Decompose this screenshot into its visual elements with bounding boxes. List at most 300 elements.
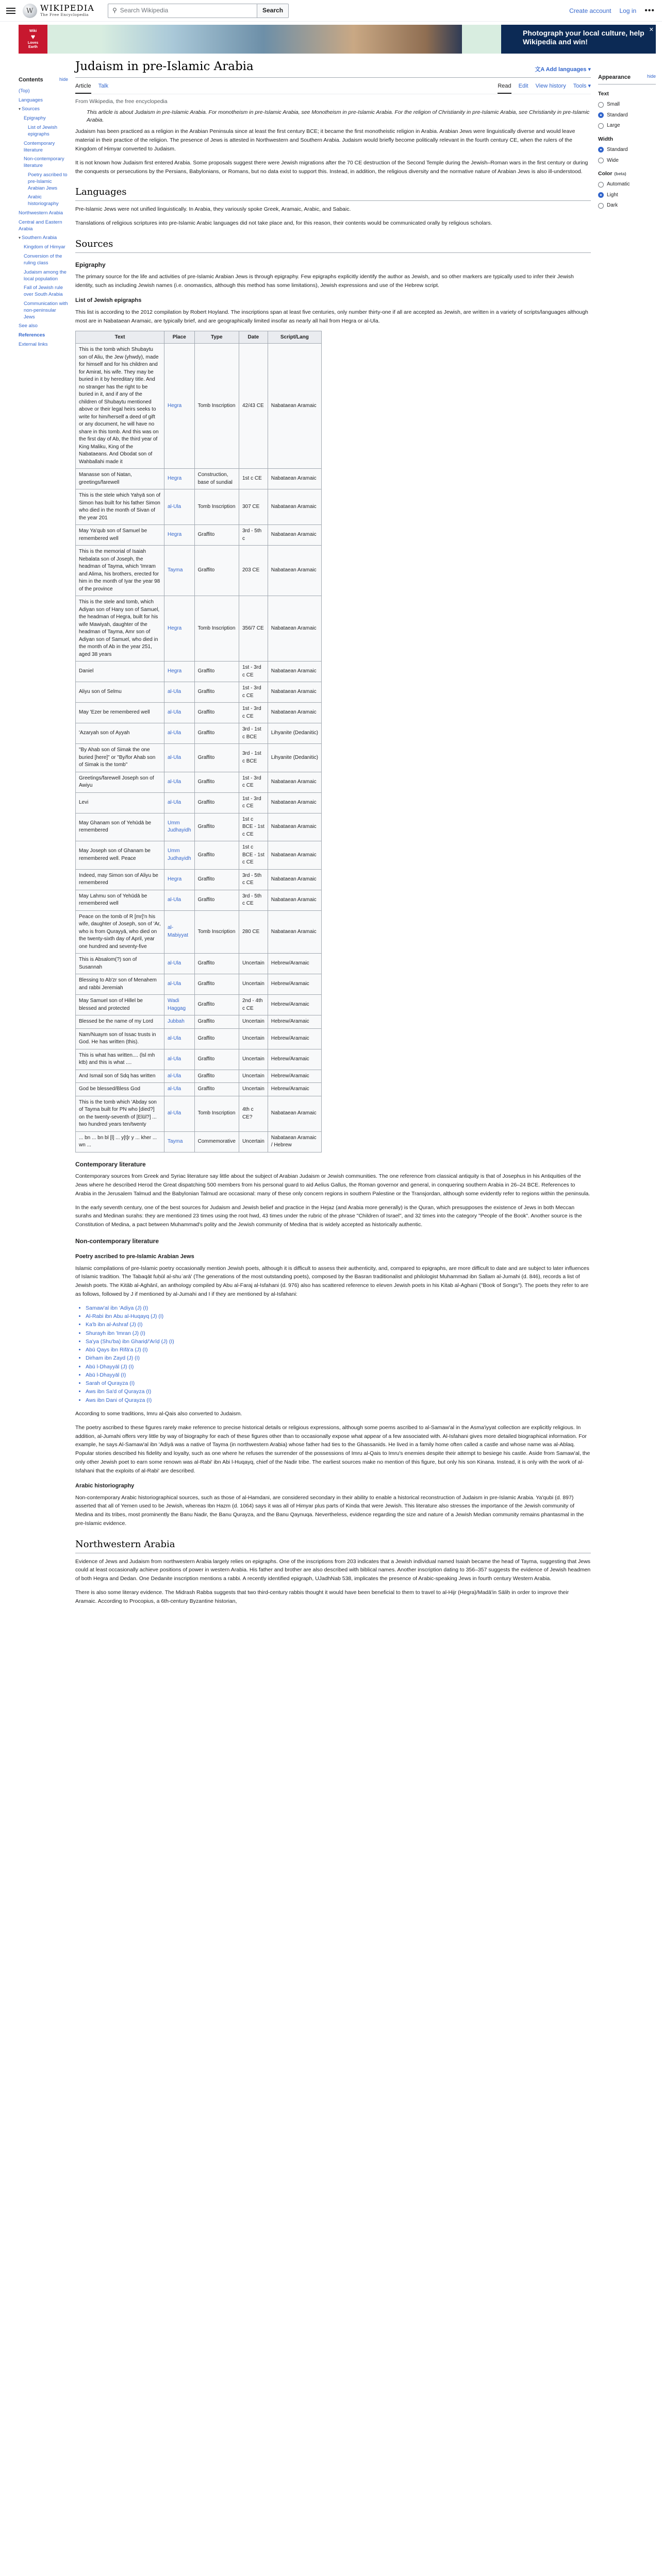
cell-date: 1st - 3rd c CE bbox=[239, 703, 268, 723]
cell-place[interactable]: Hegra bbox=[164, 662, 195, 682]
banner-photo bbox=[101, 25, 462, 54]
text-size-option-label: Standard bbox=[607, 112, 628, 118]
cell-script: Hebrew/Aramaic bbox=[268, 1070, 321, 1083]
cell-text: "By Ahab son of Simak the one buried [here]" or "By/for Ahab son of Simak is the tomb" bbox=[76, 744, 164, 772]
poetry-heading: Poetry ascribed to pre-Islamic Arabian Jews bbox=[75, 1253, 194, 1260]
list-item[interactable]: • Al-Rabi ibn Abu al-Huqayq (J) (I) bbox=[86, 1312, 591, 1320]
table-of-contents bbox=[19, 54, 68, 1611]
list-item[interactable]: • Ka'b ibn al-Ashraf (J) (I) bbox=[86, 1320, 591, 1329]
toc-item-label: Poetry ascribed to pre-Islamic Arabian Jews bbox=[28, 172, 68, 191]
list-item[interactable]: • Sa'ya (Shu'ba) ibn Ghariḍ/'Arīḍ (J) (I) bbox=[86, 1337, 591, 1346]
chevron-down-icon[interactable]: ▾ bbox=[19, 107, 21, 112]
cell-date: Uncertain bbox=[239, 954, 268, 974]
cell-place[interactable]: al-Ula bbox=[164, 1070, 195, 1083]
cell-script: Nabataean Aramaic bbox=[268, 546, 321, 596]
cell-place[interactable]: Tayma bbox=[164, 1131, 195, 1152]
table-row bbox=[76, 841, 322, 870]
toc-item[interactable] bbox=[19, 210, 68, 217]
radio-button-icon[interactable] bbox=[598, 147, 604, 152]
cell-place[interactable]: Jubbah bbox=[164, 1015, 195, 1029]
toc-item-label: (Top) bbox=[19, 88, 30, 94]
radio-button-icon[interactable] bbox=[598, 102, 604, 108]
radio-button-icon[interactable] bbox=[598, 123, 604, 129]
toc-item-label: Central and Eastern Arabia bbox=[19, 219, 62, 232]
cell-script: Nabataean Aramaic bbox=[268, 469, 321, 489]
cell-script: Hebrew/Aramaic bbox=[268, 995, 321, 1015]
text-size-option[interactable] bbox=[598, 122, 656, 130]
cell-place[interactable]: al-Ula bbox=[164, 792, 195, 813]
width-option[interactable] bbox=[598, 146, 656, 154]
toc-item-label: Communication with non-peninsular Jews bbox=[24, 300, 68, 320]
cell-place[interactable]: al-Ula bbox=[164, 703, 195, 723]
heart-icon: ♥ bbox=[30, 32, 36, 41]
chevron-down-icon[interactable]: ▾ bbox=[19, 235, 21, 241]
cell-type: Tomb Inscription bbox=[194, 1096, 239, 1131]
cell-place[interactable]: Hegra bbox=[164, 869, 195, 890]
northwestern-arabia-heading: Northwestern Arabia bbox=[75, 1537, 591, 1553]
create-account-link[interactable]: Create account bbox=[569, 7, 611, 14]
cell-text: Nam/Nuaym son of Issac trusts in God. He has written (this). bbox=[76, 1028, 164, 1049]
cell-type: Graffito bbox=[194, 995, 239, 1015]
jewish-epigraphs-table bbox=[75, 331, 322, 1153]
cell-text: May Ghanam son of Yehūdā be remembered bbox=[76, 813, 164, 841]
contemporary-paragraph-2: In the early seventh century, one of the best sources for Judaism and Jewish belief and practice in the Hejaz (and Arabia more generally) is the Quran, which presupposes the existence of Jews in both Meccan surahs and Medinan surahs: they are mentioned 23 times using the root hwd, 43 times under the rubric of the phrase "Children of Israel", and 32 times into the category "People of the Book". Another source is the Constitution of Medina, a pact between Muhammad's polity and the Jewish community of Medina that is widely accepted as historically authentic. bbox=[75, 1204, 582, 1228]
cell-text: This is the tomb which 'Abday son of Tayma built for PN who [died?] on the twenty-seventh of [Elūl?] ... two hundred years ten/twenty bbox=[76, 1096, 164, 1131]
list-item[interactable]: • Abū l-Dhayyāl (J) (I) bbox=[86, 1363, 591, 1371]
width-option[interactable] bbox=[598, 157, 656, 165]
toc-hide-button[interactable]: hide bbox=[59, 77, 68, 82]
width-options bbox=[598, 146, 656, 164]
list-item[interactable]: • Abū Qays ibn Rifā'a (J) (I) bbox=[86, 1346, 591, 1354]
cell-script: Nabataean Aramaic bbox=[268, 682, 321, 703]
banner-text: Photograph your local culture, help Wikipedia and win! bbox=[523, 29, 644, 46]
width-label: Width bbox=[598, 135, 614, 142]
toc-item[interactable] bbox=[19, 88, 68, 95]
cell-type: Graffito bbox=[194, 744, 239, 772]
cell-date: 1st - 3rd c CE bbox=[239, 682, 268, 703]
table-row bbox=[76, 813, 322, 841]
toc-title: Contents bbox=[19, 77, 43, 83]
text-size-option[interactable] bbox=[598, 100, 656, 109]
cell-script: Nabataean Aramaic / Hebrew bbox=[268, 1131, 321, 1152]
cell-date: 3rd - 5th c bbox=[239, 525, 268, 546]
cell-type: Graffito bbox=[194, 723, 239, 744]
cell-place[interactable]: Umm Judhayidh bbox=[164, 813, 195, 841]
wiki-loves-earth-badge bbox=[19, 25, 47, 54]
cell-text: May 'Ezer be remembered well bbox=[76, 703, 164, 723]
toc-item[interactable] bbox=[19, 342, 68, 348]
cell-type: Tomb Inscription bbox=[194, 489, 239, 525]
northwestern-paragraph-1: Evidence of Jews and Judaism from northwestern Arabia largely relies on epigraphs. One of the inscriptions from 203 indicates that a Jewish individual named Isaiah became the head of Tayma, suggesting that Jews could at least occasionally achieve positions of power in western Arabia. His father and brother are also described with biblical names. Another inscription dating to 356–357 suggests the evidence of Jewish headmen of both Hegra and Dedan. One Dedanite inscription mentions a rabbi. A recently identified epigraph, UJadhNab 538, implicates the presence of Arabic-speaking Jews in fourth century Western Arabia. bbox=[75, 1558, 591, 1582]
cell-date: 280 CE bbox=[239, 910, 268, 954]
cell-type: Graffito bbox=[194, 703, 239, 723]
table-row bbox=[76, 662, 322, 682]
table-row bbox=[76, 682, 322, 703]
cell-place[interactable]: al-Ula bbox=[164, 974, 195, 995]
toc-item[interactable] bbox=[19, 115, 68, 122]
cell-script: Hebrew/Aramaic bbox=[268, 1083, 321, 1096]
list-item[interactable]: • Aws ibn Sa'd of Qurayza (I) bbox=[86, 1387, 591, 1396]
column-header-script[interactable]: Script/Lang bbox=[268, 331, 321, 344]
cell-script: Nabataean Aramaic bbox=[268, 813, 321, 841]
epigraphy-paragraph: The primary source for the life and activities of pre-Islamic Arabian Jews is through epigraphy. Few epigraphs explicitly identify the author as Jewish, and so other markers are typically used to infer their Jewish identity, such as including Jewish names (i.e. onomastics, although this method has some limitations), Jewish expressions and use of the Hebrew script. bbox=[75, 274, 574, 289]
cell-text: This is the memorial of Isaiah Nebalata son of Joseph, the headman of Tayma, which 'Imram and Alima, his brothers, erected for him in the month of Iyar the year 98 of the province bbox=[76, 546, 164, 596]
color-option[interactable] bbox=[598, 191, 656, 199]
cell-place[interactable]: al-Ula bbox=[164, 1096, 195, 1131]
cell-script: Nabataean Aramaic bbox=[268, 525, 321, 546]
list-item[interactable]: • Samaw'al ibn 'Adiya (J) (I) bbox=[86, 1304, 591, 1312]
cell-type: Graffito bbox=[194, 890, 239, 910]
cell-type: Commemorative bbox=[194, 1131, 239, 1152]
cell-script: Lihyanite (Dedanitic) bbox=[268, 723, 321, 744]
list-item[interactable]: • Sarah of Qurayza (I) bbox=[86, 1379, 591, 1387]
appearance-hide-button[interactable]: hide bbox=[647, 74, 656, 79]
cell-type: Graffito bbox=[194, 954, 239, 974]
cell-script: Nabataean Aramaic bbox=[268, 841, 321, 870]
table-row bbox=[76, 974, 322, 995]
cell-type: Graffito bbox=[194, 1015, 239, 1029]
cell-type: Graffito bbox=[194, 682, 239, 703]
color-option[interactable] bbox=[598, 201, 656, 210]
column-header-text[interactable]: Text bbox=[76, 331, 164, 344]
cell-text: Daniel bbox=[76, 662, 164, 682]
cell-type: Graffito bbox=[194, 662, 239, 682]
sources-heading: Sources bbox=[75, 237, 591, 253]
jewish-epigraphs-intro: This list is according to the 2012 compilation by Robert Hoyland. The inscriptions span at least five centuries, only number thirty-one if all are accepted as Jewish, are written in a variety of scripts/languages although most are in Nabataean Aramaic, are typically brief, and are geographically limited insofar as nearly all hail from Hegra or al-Ula. bbox=[75, 309, 588, 324]
cell-type: Graffito bbox=[194, 525, 239, 546]
cell-text: This is the stele and tomb, which Adiyan son of Hany son of Samuel, the headman of Hegra, built for his wife Mawiyah, daughter of the headman of Tayma, Amr son of Adiyan son of Samuel, who died in the month of Ab in the year 251, aged 38 years bbox=[76, 596, 164, 662]
cell-date: 3rd - 5th c CE bbox=[239, 890, 268, 910]
badge-line-2: Loves bbox=[27, 41, 39, 45]
cell-script: Nabataean Aramaic bbox=[268, 792, 321, 813]
cell-type: Graffito bbox=[194, 841, 239, 870]
contemporary-paragraph-1: Contemporary sources from Greek and Syriac literature say little about the subject of Arabian Judaism or Jewish communities. The one reference from classical antiquity is that of Josephus in his Antiquities of the Jews where he described Herod the Great dispatching 500 members from his personal guard to aid Aelius Gallus, the Roman governor and general, in conquering southern Arabia in 26–24 BCE. References to Arabia in the Jerusalem Talmud and the Babylonian Talmud are occasional: many of these only concern regions in southern Palestine or the Transjordan, although some evidently refer to regions within the peninsula. bbox=[75, 1173, 590, 1197]
list-item[interactable]: • Aws ibn Dani of Qurayza (I) bbox=[86, 1396, 591, 1404]
cell-date: Uncertain bbox=[239, 1028, 268, 1049]
cell-date: 4th c CE? bbox=[239, 1096, 268, 1131]
cell-type: Graffito bbox=[194, 792, 239, 813]
appearance-panel bbox=[598, 54, 656, 1611]
hatnote: This article is about Judaism in pre-Islamic Arabia. For monotheism in pre-Islamic Arabia, see Monotheism in pre-Islamic Arabia. For the religion of Christianity in pre-Islamic Arabia, see Christianity in pre-Islamic Arabia. bbox=[87, 109, 590, 124]
poetry-paragraph-2: The poetry ascribed to these figures rarely make reference to precise historical details or religious expressions, although some poems ascribed to al-Samaw'al in the Asma'iyyat collection are explicitly religious. In addition, al-Jumahi offers very little by way of biography for each of these figures other than to occasionally expose what appear of a few associated with. Al-Isfahani gives more detailed biographical information. For example, he says Al-Samaw'al ibn 'Adiyā was a native of Tayma (in northwestern Arabia) whose father had ties to the Ghassanids. He lived in a family home often called a castle and whose name was al-Ablaq. Popular stories described his fidelity and loyalty, such as one where he refuses the surrender of the possessions of Imru al-Qais to Imru's enemies despite their attempt to besiege his castle. Aside from Samaw'al, the only other Jewish poet to earn some renown was al-Rabi' ibn Abi l-Huqayq, chief of the Nadir tribe. The earliest sources make no mention of this figure, but only his son Kinana. Instead, it is only with the work of al-Isfahani that the exploits of al-Rabi' are described. bbox=[75, 1424, 590, 1474]
main-menu-icon[interactable] bbox=[6, 8, 15, 14]
toc-item[interactable] bbox=[19, 125, 68, 138]
banner-wrapper bbox=[0, 22, 662, 54]
languages-heading: Languages bbox=[75, 185, 591, 201]
table-row bbox=[76, 1015, 322, 1029]
cell-text: God be blessed/Bless God bbox=[76, 1083, 164, 1096]
table-row bbox=[76, 1070, 322, 1083]
cell-type: Graffito bbox=[194, 1070, 239, 1083]
tab-view-history[interactable]: View history bbox=[535, 82, 566, 89]
toc-list bbox=[19, 88, 68, 348]
table-row bbox=[76, 1083, 322, 1096]
toc-item[interactable] bbox=[19, 172, 68, 192]
cell-type: Graffito bbox=[194, 869, 239, 890]
northwestern-paragraph-2: There is also some literary evidence. The Midrash Rabba suggests that two third-century rabbis thought it would have been beneficial to them to travel to al-Hijr (Hegra)/Madā'in Sāliḥ in order to improve their Aramaic. According to Procopius, a 6th-century Byzantine historian, bbox=[75, 1589, 569, 1604]
badge-line-1: Wiki bbox=[29, 29, 37, 33]
toc-item-label: Sources bbox=[22, 106, 40, 112]
toc-item[interactable] bbox=[19, 285, 68, 298]
toc-item[interactable] bbox=[19, 219, 68, 233]
cell-place[interactable]: al-Ula bbox=[164, 723, 195, 744]
cell-place[interactable]: Hegra bbox=[164, 525, 195, 546]
cell-text: Greetings/farewell Joseph son of Awiyu bbox=[76, 772, 164, 792]
toc-item[interactable] bbox=[19, 235, 68, 242]
text-size-option[interactable] bbox=[598, 111, 656, 120]
table-header-row bbox=[76, 331, 322, 344]
color-option-label: Automatic bbox=[607, 181, 630, 188]
cell-place[interactable]: Hegra bbox=[164, 344, 195, 469]
color-option-label: Light bbox=[607, 192, 618, 198]
toc-item[interactable] bbox=[19, 332, 68, 339]
cell-text: ... bn ... bn bl [l] ... y[t]r y ... kher ... wn ... bbox=[76, 1131, 164, 1152]
cell-type: Construction, base of sundial bbox=[194, 469, 239, 489]
radio-button-icon[interactable] bbox=[598, 192, 604, 198]
toc-item[interactable] bbox=[19, 141, 68, 154]
column-header-type[interactable]: Type bbox=[194, 331, 239, 344]
cell-place[interactable]: al-Mabiyyat bbox=[164, 910, 195, 954]
color-label-text: Color bbox=[598, 171, 613, 177]
historiography-paragraph: Non-contemporary Arabic historiographical sources, such as those of al-Hamdani, are considered secondary in their ability to enable a historical reconstruction of Judaism in pre-Islamic Arabia. Ya'qubi (d. 897) asserted that all of Yemen used to be Jewish, whereas Ibn Hazm (d. 1064) says it was all of Himyar plus parts of Kinda that were Jewish. This literature also stresses the importance of the Jewish community of Medina and its tribes, most prominently the Banu Nadir, the Banu Qurayza, and the Banu Qaynuqa. Nevertheless, evidence regarding the size and nature of a Jewish Median community remains phantasmal in the pre-Islamic evidence. bbox=[75, 1494, 584, 1527]
table-row bbox=[76, 703, 322, 723]
cell-date: 1st - 3rd c CE bbox=[239, 792, 268, 813]
table-row bbox=[76, 954, 322, 974]
color-option-label: Dark bbox=[607, 202, 618, 209]
cell-text: Peace on the tomb of R [mr]'n his wife, daughter of Joseph, son of 'Ar, who is from Qurayyā, who died on the twenty-sixth day of April, year one hundred and seventy-five bbox=[76, 910, 164, 954]
toc-item[interactable] bbox=[19, 97, 68, 104]
cell-date: 3rd - 1st c BCE bbox=[239, 723, 268, 744]
page-body bbox=[0, 54, 662, 1611]
cell-type: Graffito bbox=[194, 1083, 239, 1096]
noncontemporary-literature-heading: Non-contemporary literature bbox=[75, 1237, 159, 1245]
table-row bbox=[76, 1049, 322, 1070]
cell-place[interactable]: al-Ula bbox=[164, 1028, 195, 1049]
cell-text: May Lahmu son of Yehūdā be remembered well bbox=[76, 890, 164, 910]
arabic-historiography-heading: Arabic historiography bbox=[75, 1482, 135, 1489]
cell-text: This is what has written.... (lsl mh ktb) and this is what .... bbox=[76, 1049, 164, 1070]
cell-date: Uncertain bbox=[239, 1070, 268, 1083]
cell-script: Hebrew/Aramaic bbox=[268, 1015, 321, 1029]
badge-line-3: Earth bbox=[28, 45, 38, 49]
toc-item[interactable] bbox=[19, 269, 68, 283]
wikipedia-logo[interactable] bbox=[23, 4, 94, 18]
cell-place[interactable]: al-Ula bbox=[164, 954, 195, 974]
cell-text: May Joseph son of Ghanam be remembered well. Peace bbox=[76, 841, 164, 870]
toc-item[interactable] bbox=[19, 244, 68, 251]
cell-date: 2nd - 4th c CE bbox=[239, 995, 268, 1015]
table-row bbox=[76, 546, 322, 596]
tab-read[interactable]: Read bbox=[498, 80, 511, 94]
cell-script: Hebrew/Aramaic bbox=[268, 954, 321, 974]
add-languages-button[interactable]: 文A Add languages ▾ bbox=[535, 66, 591, 73]
toc-item[interactable] bbox=[19, 106, 68, 113]
search-placeholder: Search Wikipedia bbox=[120, 7, 169, 14]
cell-date: 203 CE bbox=[239, 546, 268, 596]
cell-text: This is Absalom(?) son of Susannah bbox=[76, 954, 164, 974]
toc-item-label: Fall of Jewish rule over South Arabia bbox=[24, 285, 63, 298]
toc-item-label: See also bbox=[19, 323, 38, 329]
color-options bbox=[598, 180, 656, 210]
logo-wordmark: WIKIPEDIA bbox=[40, 3, 94, 13]
search-input[interactable] bbox=[108, 4, 257, 18]
cell-place[interactable]: al-Ula bbox=[164, 1049, 195, 1070]
log-in-link[interactable]: Log in bbox=[619, 7, 637, 14]
logo-tagline: The Free Encyclopedia bbox=[40, 12, 89, 17]
cell-script: Nabataean Aramaic bbox=[268, 890, 321, 910]
toc-item-label: Languages bbox=[19, 97, 43, 103]
campaign-banner[interactable] bbox=[19, 25, 656, 54]
radio-button-icon[interactable] bbox=[598, 203, 604, 209]
cell-date: Uncertain bbox=[239, 1131, 268, 1152]
tab-article[interactable]: Article bbox=[75, 80, 91, 94]
cell-place[interactable]: al-Ula bbox=[164, 682, 195, 703]
radio-button-icon[interactable] bbox=[598, 112, 604, 118]
cell-date: Uncertain bbox=[239, 974, 268, 995]
cell-script: Nabataean Aramaic bbox=[268, 596, 321, 662]
cell-script: Lihyanite (Dedanitic) bbox=[268, 744, 321, 772]
cell-type: Graffito bbox=[194, 772, 239, 792]
cell-place[interactable]: al-Ula bbox=[164, 489, 195, 525]
table-row bbox=[76, 1131, 322, 1152]
cell-place[interactable]: al-Ula bbox=[164, 772, 195, 792]
cell-date: 1st c CE bbox=[239, 469, 268, 489]
page-title: Judaism in pre-Islamic Arabia bbox=[75, 60, 254, 73]
table-row bbox=[76, 792, 322, 813]
text-size-label: Text bbox=[598, 91, 609, 97]
toc-item[interactable] bbox=[19, 253, 68, 267]
cell-place[interactable]: al-Ula bbox=[164, 1083, 195, 1096]
toc-item-label: Non-contemporary literature bbox=[24, 156, 64, 169]
cell-date: 1st - 3rd c CE bbox=[239, 772, 268, 792]
cell-place[interactable]: Wadi Haggag bbox=[164, 995, 195, 1015]
cell-text: Blessing to Ab'zr son of Menahem and rabbi Jeremiah bbox=[76, 974, 164, 995]
cell-type: Tomb Inscription bbox=[194, 910, 239, 954]
toc-item-label: References bbox=[19, 332, 45, 338]
cell-text: Indeed, may Simon son of Aliyu be remembered bbox=[76, 869, 164, 890]
appearance-title: Appearance bbox=[598, 74, 631, 80]
radio-button-icon[interactable] bbox=[598, 182, 604, 188]
cell-date: 42/43 CE bbox=[239, 344, 268, 469]
cell-place[interactable]: Tayma bbox=[164, 546, 195, 596]
toc-item[interactable] bbox=[19, 301, 68, 320]
cell-date: Uncertain bbox=[239, 1083, 268, 1096]
table-row bbox=[76, 869, 322, 890]
column-header-date[interactable]: Date bbox=[239, 331, 268, 344]
cell-date: 356/7 CE bbox=[239, 596, 268, 662]
cell-text: This is the stele which Yahyā son of Simon has built for his father Simon who died in the month of Sivan of the year 201 bbox=[76, 489, 164, 525]
contemporary-literature-heading: Contemporary literature bbox=[75, 1160, 146, 1168]
cell-type: Tomb Inscription bbox=[194, 596, 239, 662]
table-row bbox=[76, 525, 322, 546]
cell-date: 1st c BCE - 1st c CE bbox=[239, 841, 268, 870]
color-beta-badge: (beta) bbox=[614, 171, 626, 177]
toc-item[interactable] bbox=[19, 323, 68, 330]
cell-type: Graffito bbox=[194, 813, 239, 841]
table-row bbox=[76, 910, 322, 954]
close-icon[interactable]: ✕ bbox=[649, 27, 654, 33]
poets-list bbox=[75, 1304, 591, 1404]
toc-item-label: Conversion of the ruling class bbox=[24, 253, 62, 266]
cell-place[interactable]: al-Ula bbox=[164, 890, 195, 910]
cell-script: Nabataean Aramaic bbox=[268, 910, 321, 954]
cell-place[interactable]: Hegra bbox=[164, 596, 195, 662]
cell-text: And Ismail son of Sdq has written bbox=[76, 1070, 164, 1083]
table-row bbox=[76, 469, 322, 489]
cell-script: Nabataean Aramaic bbox=[268, 489, 321, 525]
cell-type: Tomb Inscription bbox=[194, 344, 239, 469]
table-row bbox=[76, 744, 322, 772]
intro-paragraph-1: Judaism has been practiced as a religion in the Arabian Peninsula since at least the first century BCE; it became the first monotheistic religion in Arabia. Arabian Jews were linguistically diverse and would leave material in their practice of the religion. The presence of Jews is attested in Northwestern and Southern Arabia. Judaism would briefly become politically relevant in the fourth century CE, when the rulers of the Kingdom of Himyar converted to Judaism. bbox=[75, 128, 575, 152]
text-size-options bbox=[598, 100, 656, 130]
cell-script: Nabataean Aramaic bbox=[268, 703, 321, 723]
page-tabs bbox=[75, 80, 591, 94]
cell-date: 1st - 3rd c CE bbox=[239, 662, 268, 682]
table-row bbox=[76, 344, 322, 469]
table-row bbox=[76, 723, 322, 744]
radio-button-icon[interactable] bbox=[598, 158, 604, 163]
cell-text: Levi bbox=[76, 792, 164, 813]
cell-script: Nabataean Aramaic bbox=[268, 869, 321, 890]
intro-paragraph-2: It is not known how Judaism first entered Arabia. Some proposals suggest there were Jewish migrations after the 70 CE destruction of the Second Temple during the Jewish–Roman wars in the first century or during the conquests or persecutions by the Persians, Babylonians, or Romans, but no data exist to support this. Instead, in addition, the religious diversity and the normative nature of Arabian Jews is also ill-understood. bbox=[75, 159, 588, 175]
cell-script: Hebrew/Aramaic bbox=[268, 1049, 321, 1070]
cell-text: Blessed be the name of my Lord bbox=[76, 1015, 164, 1029]
toc-item[interactable] bbox=[19, 194, 68, 208]
tab-tools[interactable]: Tools ▾ bbox=[573, 82, 591, 89]
toc-item-label: Southern Arabia bbox=[22, 235, 57, 241]
text-size-option-label: Large bbox=[607, 123, 620, 129]
toc-item-label: Arabic historiography bbox=[28, 194, 59, 207]
cell-type: Graffito bbox=[194, 1049, 239, 1070]
table-row bbox=[76, 890, 322, 910]
cell-date: 307 CE bbox=[239, 489, 268, 525]
cell-place[interactable]: Umm Judhayidh bbox=[164, 841, 195, 870]
site-header bbox=[0, 0, 662, 22]
toc-item-label: Contemporary literature bbox=[24, 140, 55, 153]
cell-script: Hebrew/Aramaic bbox=[268, 974, 321, 995]
toc-item-label: External links bbox=[19, 342, 48, 348]
cell-place[interactable]: al-Ula bbox=[164, 744, 195, 772]
more-options-icon[interactable]: ••• bbox=[644, 6, 655, 15]
poetry-intro: Islamic compilations of pre-Islamic poetry occasionally mention Jewish poets, although it is difficult to assess their authenticity, and, compared to epigraphs, are more difficult to date and are subject to later influences of Islamic tradition. The Tabaqāt fuḥūl al-shuʿarā' (The generations of the most outstanding poets), composed by the Basran traditionalist and philologist Muhammad ibn Sallam al-Jumahi (d. 846), records a list of Jewish poets. The Kitāb al-Aghānī, an anthology compiled by Abu al-Faraj al-Isfahani (d. 976) also has scattered reference to eleven Jewish poets in his Kitab al-Aghani ("Book of Songs"). The poets they refer to are as follows, followed by J if mentioned by al-Jumahi and I if they are mentioned by al-Isfahani: bbox=[75, 1265, 589, 1297]
toc-item[interactable] bbox=[19, 156, 68, 170]
tab-talk[interactable]: Talk bbox=[98, 82, 109, 89]
cell-type: Graffito bbox=[194, 1028, 239, 1049]
cell-type: Graffito bbox=[194, 974, 239, 995]
tab-edit[interactable]: Edit bbox=[518, 82, 528, 89]
user-links bbox=[569, 0, 655, 22]
color-label bbox=[598, 170, 656, 178]
table-row bbox=[76, 489, 322, 525]
poetry-paragraph-1: According to some traditions, Imru al-Qais also converted to Judaism. bbox=[75, 1410, 242, 1417]
cell-text: 'Azaryah son of Ayyah bbox=[76, 723, 164, 744]
wikipedia-globe-icon bbox=[23, 4, 37, 18]
list-item[interactable]: • Shurayh ibn 'Imran (J) (I) bbox=[86, 1329, 591, 1337]
search-button[interactable]: Search bbox=[257, 4, 289, 18]
column-header-place[interactable]: Place bbox=[164, 331, 195, 344]
list-item[interactable]: • Abū l-Dhayyāl (I) bbox=[86, 1371, 591, 1379]
cell-date: 3rd - 5th c CE bbox=[239, 869, 268, 890]
width-option-label: Standard bbox=[607, 147, 628, 153]
color-option[interactable] bbox=[598, 180, 656, 189]
cell-text: May Samuel son of Hillel be blessed and protected bbox=[76, 995, 164, 1015]
cell-place[interactable]: Hegra bbox=[164, 469, 195, 489]
table-row bbox=[76, 772, 322, 792]
list-item[interactable]: • Dirham ibn Zayd (J) (I) bbox=[86, 1354, 591, 1362]
languages-paragraph-2: Translations of religious scriptures into pre-Islamic Arabic languages did not take place and, for this reason, their contents would be communicated orally by religious scholars. bbox=[75, 220, 492, 227]
width-option-label: Wide bbox=[607, 157, 619, 163]
toc-item-label: Epigraphy bbox=[24, 115, 46, 122]
